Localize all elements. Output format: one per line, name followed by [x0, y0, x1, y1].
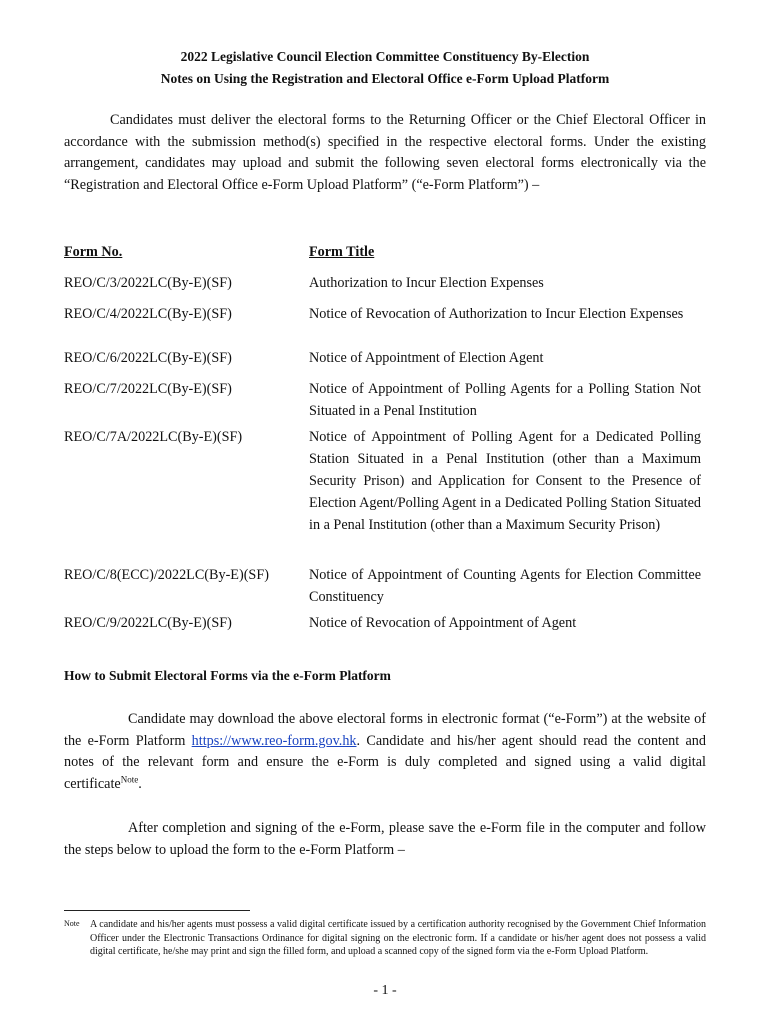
form-no-column-header: Form No.	[64, 244, 123, 260]
section-heading: How to Submit Electoral Forms via the e-Form Platform	[64, 668, 391, 683]
footnote-marker: Note	[64, 919, 80, 928]
form-title: Notice of Appointment of Polling Agent for a Dedicated Polling Station Situated in a Penal Institution (other than a Maximum Security Prison) and Application for Consent to the Presence of Election Agent/Polling Agent in a Dedicated Polling Station Situated in a Penal Institution (other than a Maximum Security Prison)	[309, 429, 701, 533]
form-title: Notice of Revocation of Appointment of Agent	[309, 615, 577, 631]
form-title: Notice of Appointment of Election Agent	[309, 350, 544, 366]
document-title: 2022 Legislative Council Election Committee Constituency By-Election	[180, 49, 590, 64]
form-number: REO/C/7/2022LC(By-E)(SF)	[64, 381, 232, 397]
form-title: Notice of Appointment of Polling Agents for a Polling Station Not Situated in a Penal Institution	[309, 381, 701, 419]
sentence-end: .	[138, 775, 142, 792]
form-title: Notice of Appointment of Counting Agents for Election Committee Constituency	[309, 567, 701, 605]
upload-paragraph: After completion and signing of the e-Form, please save the e-Form file in the computer and follow the steps below to upload the form to the e-Form Platform –	[64, 820, 706, 858]
document-subtitle: Notes on Using the Registration and Electoral Office e-Form Upload Platform	[160, 71, 610, 86]
download-paragraph	[64, 709, 706, 795]
note-marker: Note	[120, 774, 139, 785]
footnote	[64, 918, 706, 959]
eform-platform-link[interactable]: https://www.reo-form.gov.hk	[191, 732, 357, 749]
intro-paragraph: Candidates must deliver the electoral forms to the Returning Officer or the Chief Electoral Officer in accordance with the submission method(s) specified in the respective electoral forms. Under the existing arrangement, candidates may upload and submit the following seven electoral forms electronically via the “Registration and Electoral Office e-Form Upload Platform” (“e-Form Platform”) –	[64, 112, 706, 193]
form-title-column-header: Form Title	[309, 244, 375, 260]
form-number: REO/C/6/2022LC(By-E)(SF)	[64, 350, 232, 366]
form-number: REO/C/4/2022LC(By-E)(SF)	[64, 306, 232, 322]
form-number: REO/C/8(ECC)/2022LC(By-E)(SF)	[64, 567, 269, 583]
form-number: REO/C/9/2022LC(By-E)(SF)	[64, 615, 232, 631]
page-number: - 1 -	[373, 983, 397, 998]
instructions-text: . Candidate and his/her agent should read the content and notes of the relevant form and ensure the e-Form is duly completed and signed using a valid digital certificate	[64, 732, 706, 792]
form-number: REO/C/7A/2022LC(By-E)(SF)	[64, 429, 243, 445]
footnote-divider	[64, 910, 250, 911]
download-text: Candidate may download the above electoral forms in electronic format (“e-Form”) at the website of the e-Form Platform	[64, 711, 706, 749]
form-number: REO/C/3/2022LC(By-E)(SF)	[64, 275, 232, 291]
footnote-text: A candidate and his/her agents must possess a valid digital certificate issued by a certification authority recognised by the Government Chief Information Officer under the Electronic Transactions Ordinance for digital signing on the electronic form. If a candidate or his/her agent does not possess a valid digital certificate, he/she may print and sign the filled form, and upload a scanned copy of the signed form via the e-Form Upload Platform.	[90, 919, 706, 958]
form-title: Notice of Revocation of Authorization to Incur Election Expenses	[309, 306, 684, 322]
form-title: Authorization to Incur Election Expenses	[309, 275, 544, 291]
